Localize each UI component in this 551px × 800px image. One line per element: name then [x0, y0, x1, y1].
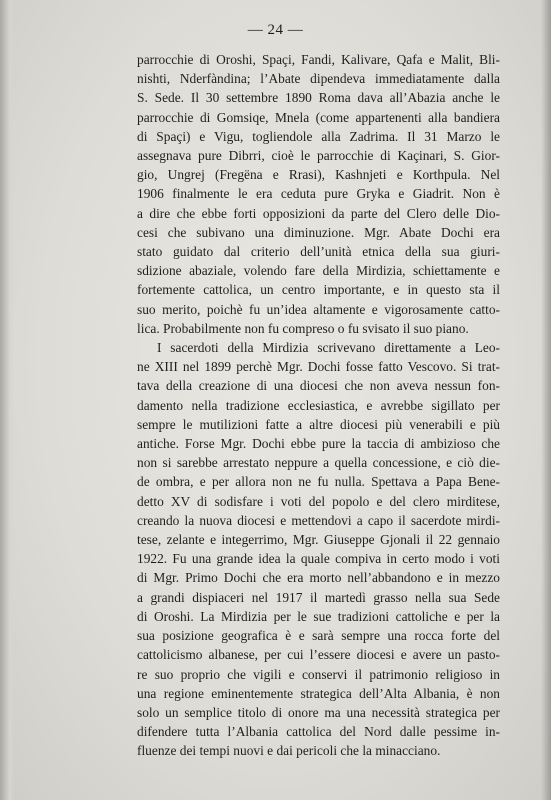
- page-left-edge-shadow: [0, 0, 14, 800]
- text-line: suo merito, poichè fu un’idea altamente e vigorosamente catto-: [137, 301, 500, 317]
- text-line: sua posizione geografica è e sarà sempre una rocca forte del: [137, 628, 500, 644]
- text-line: 1922. Fu una grande idea la quale compiva in certo modo i voti: [137, 551, 500, 567]
- text-line: non si sarebbe arrestato neppure a quella concessione, e ciò die-: [137, 455, 500, 471]
- text-line: parrocchie di Gomsiqe, Mnela (come appartenenti alla bandiera: [137, 109, 500, 125]
- text-line: 1906 finalmente le era ceduta pure Gryka e Giadrit. Non è: [137, 186, 500, 202]
- page-number: — 24 —: [247, 22, 304, 38]
- text-line: re suo proprio che vigili e conservi il patrimonio religioso in: [137, 666, 500, 682]
- text-line: parrocchie di Oroshi, Spaçi, Fandi, Kalivare, Qafa e Malit, Bli-: [137, 52, 500, 67]
- text-line: tava della creazione di una diocesi che non aveva nessun fon-: [137, 378, 500, 394]
- text-line: di Spaçi) e Vigu, togliendole alla Zadrima. Il 31 Marzo le: [137, 128, 500, 144]
- text-line: stato guidato dal criterio dell’unità etnica della sua giuri-: [137, 244, 500, 260]
- text-line: di Oroshi. La Mirdizia per le sue tradizioni cattoliche e per la: [137, 608, 500, 624]
- text-line: una regione eminentemente strategica dell’Alta Albania, è non: [137, 685, 500, 701]
- text-line: difendere tutta l’Albania cattolica del Nord dalle pessime in-: [137, 724, 500, 740]
- text-line: de ombra, e per allora non ne fu nulla. Spettava a Papa Bene-: [137, 474, 500, 490]
- text-line: sdizione abaziale, volendo fare della Mirdizia, schiettamente e: [137, 263, 500, 279]
- text-line: fluenze dei tempi nuovi e dai pericoli che la minacciano.: [137, 743, 441, 759]
- text-line: cesi che subivano una diminuzione. Mgr. Abate Dochi era: [137, 224, 500, 240]
- paragraph-2: [137, 338, 500, 760]
- text-line: damento nella tradizione ecclesiastica, e avrebbe sigillato per: [137, 397, 500, 413]
- text-line: solo un semplice titolo di onore ma una necessità strategica per: [137, 704, 500, 720]
- text-line: a dire che ebbe forti opposizioni da parte del Clero delle Dio-: [137, 205, 500, 221]
- text-line: cattolicismo albanese, per cui l’essere diocesi e avere un pasto-: [137, 647, 500, 663]
- text-line: antiche. Forse Mgr. Dochi ebbe pure la taccia di ambizioso che: [137, 436, 500, 452]
- text-line: I sacerdoti della Mirdizia scrivevano direttamente a Leo-: [157, 340, 500, 356]
- text-line: ne XIII nel 1899 perchè Mgr. Dochi fosse fatto Vescovo. Si trat-: [137, 359, 500, 375]
- text-line: a grandi dispiaceri nel 1917 il martedì grasso nella sua Sede: [137, 589, 500, 605]
- text-line: creando la nuova diocesi e mettendovi a capo il sacerdote mirdi-: [137, 512, 500, 528]
- body-text: [137, 50, 500, 761]
- text-line: S. Sede. Il 30 settembre 1890 Roma dava all’Abazia anche le: [137, 90, 500, 106]
- text-line: lica. Probabilmente non fu compreso o fu svisato il suo piano.: [137, 320, 469, 336]
- text-line: detto XV di sodisfare i voti del popolo e del clero mirditese,: [137, 493, 500, 509]
- page-right-edge-shadow: [541, 0, 551, 800]
- text-line: nishti, Nderfàndina; l’Abate dipendeva immediatamente dalla: [137, 71, 500, 87]
- text-line: fortemente cattolica, un centro importante, e in questo sta il: [137, 282, 500, 298]
- text-line: gio, Ungrej (Fregëna e Rrasi), Kashnjeti e Korthpula. Nel: [137, 167, 500, 183]
- text-line: tese, zelante e integerrimo, Mgr. Giuseppe Gjonali il 22 gennaio: [137, 532, 500, 548]
- text-line: di Mgr. Primo Dochi che era morto nell’abbandono e in mezzo: [137, 570, 500, 586]
- text-line: sempre le mutilizioni fatte a altre diocesi più venerabili e più: [137, 416, 500, 432]
- text-line: assegnava pure Dibrri, cioè le parrocchie di Kaçinari, S. Gior-: [137, 148, 500, 164]
- paragraph-1: [137, 50, 500, 338]
